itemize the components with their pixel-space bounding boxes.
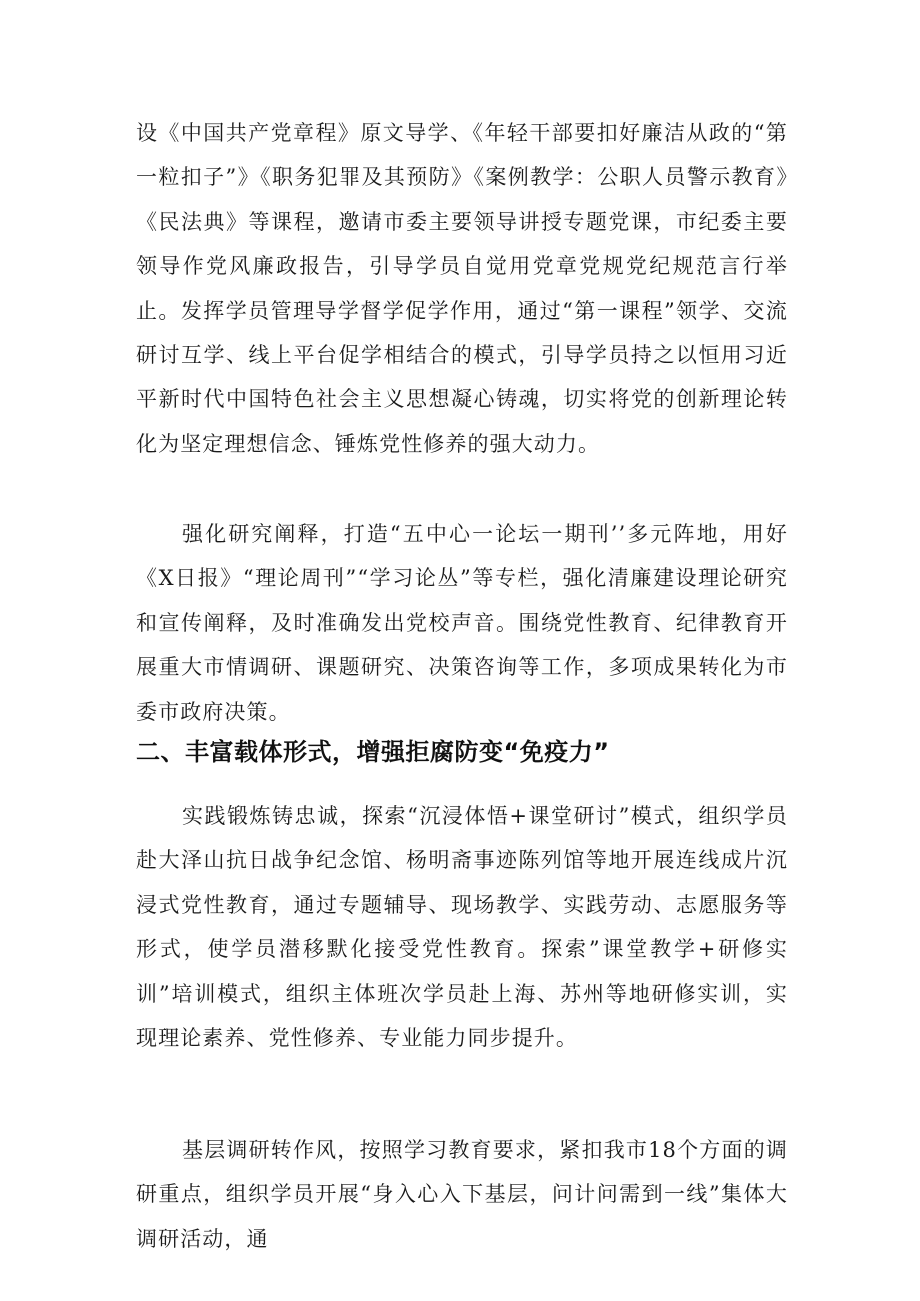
body-paragraph-3: 实践锻炼铸忠诚，探索“沉浸体悟+课堂研讨”模式，组织学员赴大泽山抗日战争纪念馆、杨明斋事迹陈列馆等地开展连线成片沉浸式党性教育，通过专题辅导、现场教学、实践劳动、志愿服务等形式，使学员潜移默化接受党性教育。探索”课堂教学+研修实训”培训模式，组织主体班次学员赴上海、苏州等地研修实训，实现理论素养、党性修养、专业能力同步提升。 [136, 804, 788, 1051]
body-paragraph-4: 基层调研转作风，按照学习教育要求，紧扣我市18个方面的调研重点，组织学员开展“身入心入下基层，问计问需到一线”集体大调研活动，通 [136, 1138, 788, 1251]
section-heading: 二、丰富载体形式，增强拒腐防变“免疫力” [136, 738, 610, 766]
body-paragraph-2: 强化研究阐释，打造“五中心一论坛一期刊’’多元阵地，用好《X日报》“理论周刊”“学习论丛”等专栏，强化清廉建设理论研究和宣传阐释，及时准确发出党校声音。围绕党性教育、纪律教育开展重大市情调研、课题研究、决策咨询等工作，多项成果转化为市委市政府决策。 [136, 522, 788, 724]
body-paragraph-1: 设《中国共产党章程》原文导学、《年轻干部要扣好廉洁从政的“第一粒扣子”》《职务犯罪及其预防》《案例教学：公职人员警示教育》《民法典》等课程，邀请市委主要领导讲授专题党课，市纪委主要领导作党风廉政报告，引导学员自觉用党章党规党纪规范言行举止。发挥学员管理导学督学促学作用，通过“第一课程”领学、交流研讨互学、线上平台促学相结合的模式，引导学员持之以恒用习近平新时代中国特色社会主义思想凝心铸魂，切实将党的创新理论转化为坚定理想信念、锤炼党性修养的强大动力。 [136, 121, 788, 456]
